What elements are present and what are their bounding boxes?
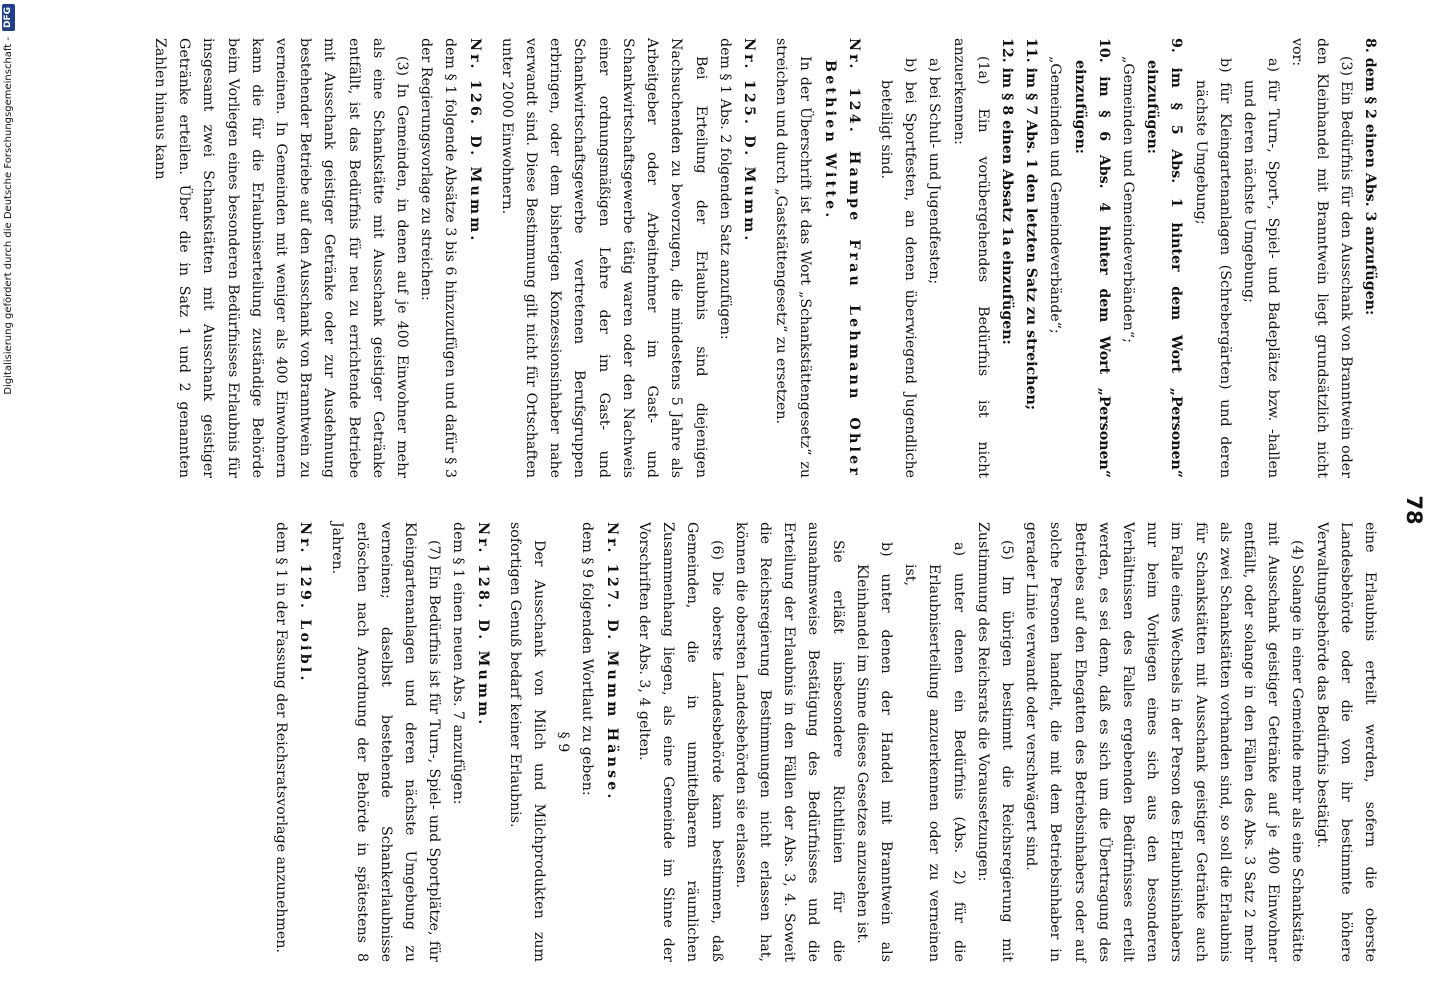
digitization-footer [0,0,16,1000]
motion-heading-124: Nr. 124. Hampe Frau Lehmann Ohler Bethien Witte. [821,38,862,478]
motion-intro: dem § 1 folgende Absätze 3 bis 6 hinzuzufügen und dafür § 3 der Regierungsvorlage zu streichen: [418,38,459,478]
motion-heading-129: Nr. 129. Loibl. [297,522,314,684]
motion-text: eine Erlaubnis erteilt werden, sofern die oberste Landesbehörde oder die von ihr bestimmte höhere Verwaltungsbehörde das Bedürfnis bestätigt. [1313,522,1378,962]
paragraph-3: (3) Ein Bedürfnis für den Ausschank von Branntwein oder den Kleinhandel mit Branntwein liegt grundsätzlich nicht vor: [1289,38,1354,478]
paragraph-4: (4) Solange in einer Gemeinde mehr als eine Schankstätte mit Ausschank geistiger Getränke auf je 400 Einwohner entfällt, oder solange in den Fällen des Abs. 3 Satz 2 mehr als zwei Schankstätten vorhanden sind, so soll die Erlaubnis für Schankstätten mit Ausschank geistiger Getränke auch im Falle eines Wechsels in der Person des Erlaubnisinhabers nur beim Vorliegen eines sich aus den besonderen Verhältnissen des Falles ergebenden Bedürfnisses erteilt werden, es sei denn, daß es sich um die Übertragung des Betriebes auf den Ehegatten des Betriebsinhabers oder auf solche Personen handelt, die mit dem Betriebsinhaber in gerader Linie verwandt oder verschwägert sind. [1023,522,1306,962]
list-item-a: a) für Turn-, Sport-, Spiel- und Badeplätze bzw. -hallen und deren nächste Umgebung; [1240,58,1282,478]
motion-heading-126: Nr. 126. D. Mumm. [466,38,483,244]
amendment-item-9: 9. im § 5 Abs. 1 hinter dem Wort „Personen“ einzufügen: [1144,38,1185,478]
motion-text: Bei Erteilung der Erlaubnis sind diejenigen Nachsuchenden zu bevorzugen, die mindestens 5 Jahre als Arbeitgeber oder Arbeitnehmer im Gast- und Schankwirtschaftsgewerbe tätig waren oder den Nachweis einer ordnungsmäßigen Lehre der im Gast- und Schankwirtschaftsgewerbe vertretenen Berufsgruppen erbringen, oder dem bisherigen Konzessionsinhaber nahe verwandt sind. Diese Bestimmung gilt nicht für Ortschaften unter 2000 Einwohnern. [498,38,709,478]
motion-text: dem § 1 in der Fassung der Reichsratsvorlage anzunehmen. [273,522,290,953]
amendment-item-10: 10. im § 6 Abs. 4 hinter dem Wort „Personen“ einzufügen: [1071,38,1112,478]
motion-text: Der Ausschank von Milch und Milchprodukten zum sofortigen Genuß bedarf keiner Erlaubnis. [506,522,548,962]
list-item-b: b) bei Sportfesten, an denen überwiegend Jugendliche beteiligt sind. [877,58,919,478]
footer-text: Digitalisierung gefördert durch die Deutsche Forschungsgemeinschaft - [2,37,14,395]
amendment-item-11: 11. im § 7 Abs. 1 den letzten Satz zu streichen; [1023,38,1040,411]
paragraph-7: (7) Ein Bedürfnis ist für Turn-, Spiel- und Sportplätze, für Kleingartenanlagen und deren nächste Umgebung zu verneinen; daselbst bestehende Schankerlaubnisse erlöschen nach Anordnung der Behörde in spätestens 8 Jahren. [329,522,443,962]
amendment-item-8: 8. dem § 2 einen Abs. 3 anzufügen: [1362,38,1378,316]
motion-intro: dem § 1 einen neuen Abs. 7 anzufügen: [450,522,467,805]
paragraph-6: (6) Die oberste Landesbehörde kann bestimmen, daß Gemeinden, die in unmittelbarem räumlichen Zusammenhang liegen, als eine Gemeinde im Sinne der Vorschriften der Abs. 3, 4 gelten. [635,522,725,962]
quote-line: „Gemeinden und Gemeindeverbände“; [1047,56,1064,334]
motion-heading-125: Nr. 125. D. Mumm. [740,38,757,244]
motion-intro: dem § 9 folgenden Wortlaut zu geben: [579,522,596,796]
paragraph-1a: (1a) Ein vorübergehendes Bedürfnis ist nicht anzuerkennen: [950,38,991,478]
motion-text: Sie erläßt insbesondere Richtlinien für die ausnahmsweise Bestätigung des Bedürfnisses und die Erteilung der Erlaubnis in den Fällen der Abs. 3, 4. Soweit die Reichsregierung Bestimmungen nicht erlassen hat, können die obersten Landesbehörden sie erlassen. [732,522,846,962]
list-item-a: a) bei Schul- und Jugendfesten; [926,58,943,285]
document-page [122,0,1434,1000]
paragraph-5: (5) Im übrigen bestimmt die Reichsregierung mit Zustimmung des Reichsrats die Voraussetzungen: [974,522,1015,962]
motion-heading-128: Nr. 128. D. Mumm. [474,522,491,728]
list-item-b: b) für Kleingartenanlagen (Schrebergärten) und deren nächste Umgebung; [1192,58,1233,478]
dfg-logo-icon: DFG [2,4,15,31]
quote-line: „Gemeinden und Gemeindeverbänden“; [1119,56,1136,343]
right-column [269,522,1382,962]
section-symbol: § 9 [555,731,572,753]
motion-heading-127: Nr. 127. D. Mumm Hänse. [603,522,620,802]
list-item-b: b) unter denen der Handel mit Branntwein als Kleinhandel im Sinne dieses Gesetzes anzusehen ist. [853,542,894,962]
motion-text: (3) In Gemeinden, in denen auf je 400 Einwohner mehr als eine Schankstätte mit Ausschank geistiger Getränke entfällt, ist das Bedürfnis für neu zu errichtende Betriebe mit Ausschank geistiger Getränke oder zur Ausdehnung bestehender Betriebe auf den Ausschank von Branntwein zu verneinen. In Gemeinden mit weniger als 400 Einwohnern kann die für die Erlaubniserteilung zuständige Behörde beim Vorliegen eines besonderen Bedürfnisses Erlaubnis für insgesamt zwei Schankstätten mit Ausschank geistiger Getränke erteilen. Über die in Satz 1 und 2 genannten Zahlen hinaus kann [152,38,411,478]
motion-intro: dem § 1 Abs. 2 folgenden Satz anzufügen: [716,38,733,340]
page-number: 78 [1402,495,1426,525]
amendment-item-12: 12. im § 8 einen Absatz 1a einzufügen: [998,38,1015,345]
left-column [148,38,1382,478]
motion-text: In der Überschrift ist das Wort „Schankstättengesetz“ zu streichen und durch „Gaststättengesetz“ zu ersetzen. [773,38,814,478]
list-item-a: a) unter denen ein Bedürfnis (Abs. 2) für die Erlaubniserteilung anzuerkennen oder zu verneinen ist, [902,542,967,962]
